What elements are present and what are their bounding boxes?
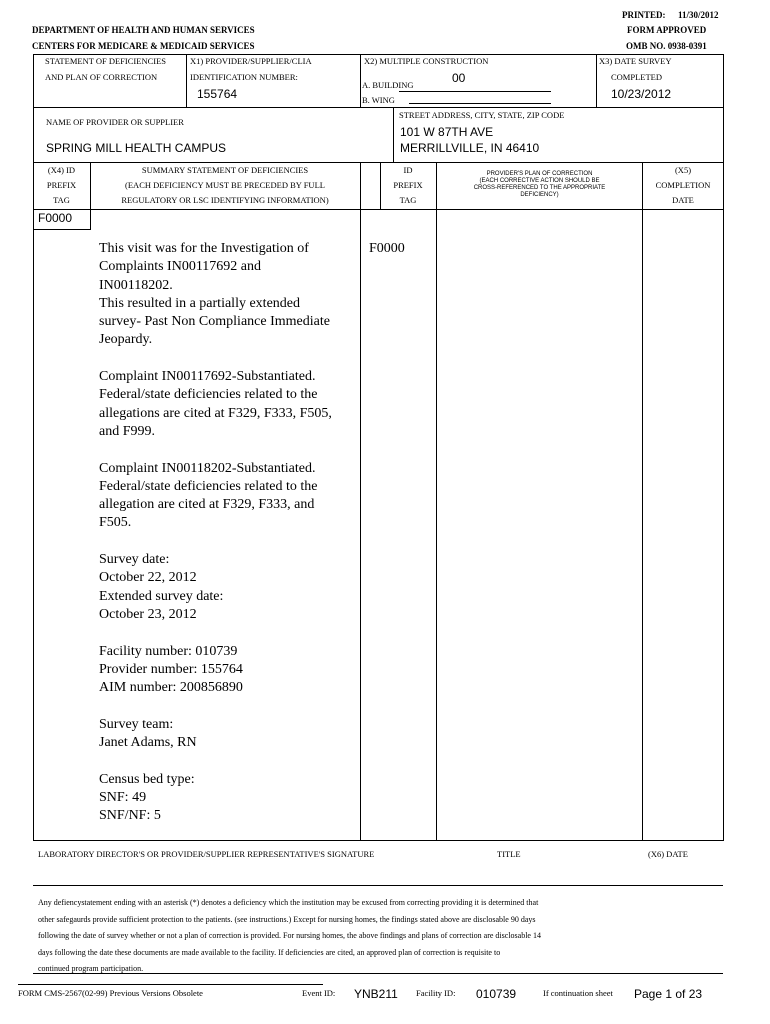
summary-paragraph: Census bed type: SNF: 49 SNF/NF: 5 bbox=[99, 771, 195, 824]
disclosure-footnote bbox=[38, 895, 618, 978]
signature-label: LABORATORY DIRECTOR'S OR PROVIDER/SUPPLIER REPRESENTATIVE'S SIGNATURE bbox=[38, 849, 375, 859]
tag-label: TAG bbox=[399, 195, 417, 205]
facility-id-value: 010739 bbox=[476, 987, 517, 1001]
street-address-label: STREET ADDRESS, CITY, STATE, ZIP CODE bbox=[399, 110, 565, 120]
provider-clia-label: X1) PROVIDER/SUPPLIER/CLIA bbox=[190, 56, 312, 66]
footnote-line: Any defiencystatement ending with an asterisk (*) denotes a deficiency which the institution may be excused from correcting providing it is determined that bbox=[38, 898, 539, 907]
left-tag: F0000 bbox=[38, 211, 73, 225]
building-label: A. BUILDING bbox=[362, 80, 414, 90]
summary-paragraph: Survey date: October 22, 2012 Extended survey date: October 23, 2012 bbox=[99, 552, 224, 622]
department-title: DEPARTMENT OF HEALTH AND HUMAN SERVICES bbox=[32, 25, 255, 35]
deficiency-summary bbox=[99, 240, 361, 826]
plan-header-1: PROVIDER'S PLAN OF CORRECTION bbox=[486, 171, 593, 177]
wing-label: B. WING bbox=[362, 95, 395, 105]
signature-date-label: (X6) DATE bbox=[648, 849, 688, 859]
date-label: DATE bbox=[672, 195, 694, 205]
footnote-line: continued program participation. bbox=[38, 964, 144, 973]
footnote-line: other safegaurds provide sufficient protection to the patients. (see instructions.) Except for nursing homes, the findings stated above are disclosable 90 days bbox=[38, 914, 536, 924]
id-label: ID bbox=[403, 165, 413, 175]
form-approved-label: FORM APPROVED bbox=[627, 25, 707, 35]
centers-title: CENTERS FOR MEDICARE & MEDICAID SERVICES bbox=[32, 41, 255, 51]
provider-name: SPRING MILL HEALTH CAMPUS bbox=[46, 141, 227, 155]
x5-label: (X5) bbox=[674, 165, 692, 175]
completion-label: COMPLETION bbox=[655, 180, 711, 190]
summary-header-1: SUMMARY STATEMENT OF DEFICIENCIES bbox=[141, 165, 309, 175]
completed-label: COMPLETED bbox=[611, 72, 662, 82]
footnote-line: following the date of survey whether or not a plan of correction is provided. For nursing homes, the above findings and plans of correction are disclosable 14 bbox=[38, 931, 541, 940]
title-label: TITLE bbox=[497, 849, 521, 859]
plan-header-3: CROSS-REFERENCED TO THE APPROPRIATE bbox=[473, 185, 606, 191]
survey-completed-date: 10/23/2012 bbox=[611, 87, 672, 101]
printed-label: PRINTED: bbox=[622, 10, 666, 20]
page-number: Page 1 of 23 bbox=[634, 987, 703, 1001]
prefix-label: PREFIX bbox=[393, 180, 423, 190]
summary-paragraph: This visit was for the Investigation of Complaints IN00117692 and IN00118202. This resulted in a partially extended survey- Past Non Compliance Immediate Jeopardy. bbox=[99, 241, 330, 348]
continuation-label: If continuation sheet bbox=[543, 988, 613, 998]
right-tag: F0000 bbox=[369, 241, 405, 256]
summary-header-2: (EACH DEFICIENCY MUST BE PRECEDED BY FULL bbox=[125, 180, 325, 190]
summary-header-3: REGULATORY OR LSC IDENTIFYING INFORMATION) bbox=[121, 195, 329, 205]
summary-paragraph: Complaint IN00118202-Substantiated. Federal/state deficiencies related to the allegation are cited at F329, F333, and F505. bbox=[99, 460, 318, 531]
summary-paragraph: Survey team: Janet Adams, RN bbox=[99, 716, 197, 751]
address-line-1: 101 W 87TH AVE bbox=[400, 125, 494, 139]
summary-paragraph: Complaint IN00117692-Substantiated. Federal/state deficiencies related to the allegations are cited at F329, F333, F505, and F999. bbox=[99, 369, 332, 439]
printed-date: 11/30/2012 bbox=[678, 10, 719, 20]
x4-prefix-label: PREFIX bbox=[46, 180, 77, 190]
summary-paragraph: Facility number: 010739 Provider number: 155764 AIM number: 200856890 bbox=[99, 643, 243, 696]
date-survey-label: X3) DATE SURVEY bbox=[599, 56, 672, 66]
form-number: FORM CMS-2567(02-99) Previous Versions Obsolete bbox=[18, 988, 203, 998]
statement-label-2: AND PLAN OF CORRECTION bbox=[45, 72, 158, 82]
footnote-line: days following the date these documents are made available to the facility. If deficiencies are cited, an approved plan of correction is requisite to bbox=[38, 947, 501, 957]
identification-number-label: IDENTIFICATION NUMBER: bbox=[190, 72, 298, 82]
event-id-label: Event ID: bbox=[302, 988, 336, 998]
statement-label-1: STATEMENT OF DEFICIENCIES bbox=[45, 56, 167, 66]
address-line-2: MERRILLVILLE, IN 46410 bbox=[400, 141, 540, 155]
provider-name-label: NAME OF PROVIDER OR SUPPLIER bbox=[46, 117, 184, 127]
x4-tag-label: TAG bbox=[53, 195, 70, 205]
facility-id-label: Facility ID: bbox=[416, 988, 456, 998]
omb-number: OMB NO. 0938-0391 bbox=[626, 41, 707, 51]
building-value: 00 bbox=[452, 71, 466, 85]
plan-header-2: (EACH CORRECTIVE ACTION SHOULD BE bbox=[479, 178, 600, 184]
x4-id-label: (X4) ID bbox=[47, 165, 76, 175]
multiple-construction-label: X2) MULTIPLE CONSTRUCTION bbox=[364, 56, 489, 66]
plan-header-4: DEFICIENCY) bbox=[520, 192, 559, 198]
provider-id-value: 155764 bbox=[197, 87, 238, 101]
event-id-value: YNB211 bbox=[354, 987, 398, 1001]
